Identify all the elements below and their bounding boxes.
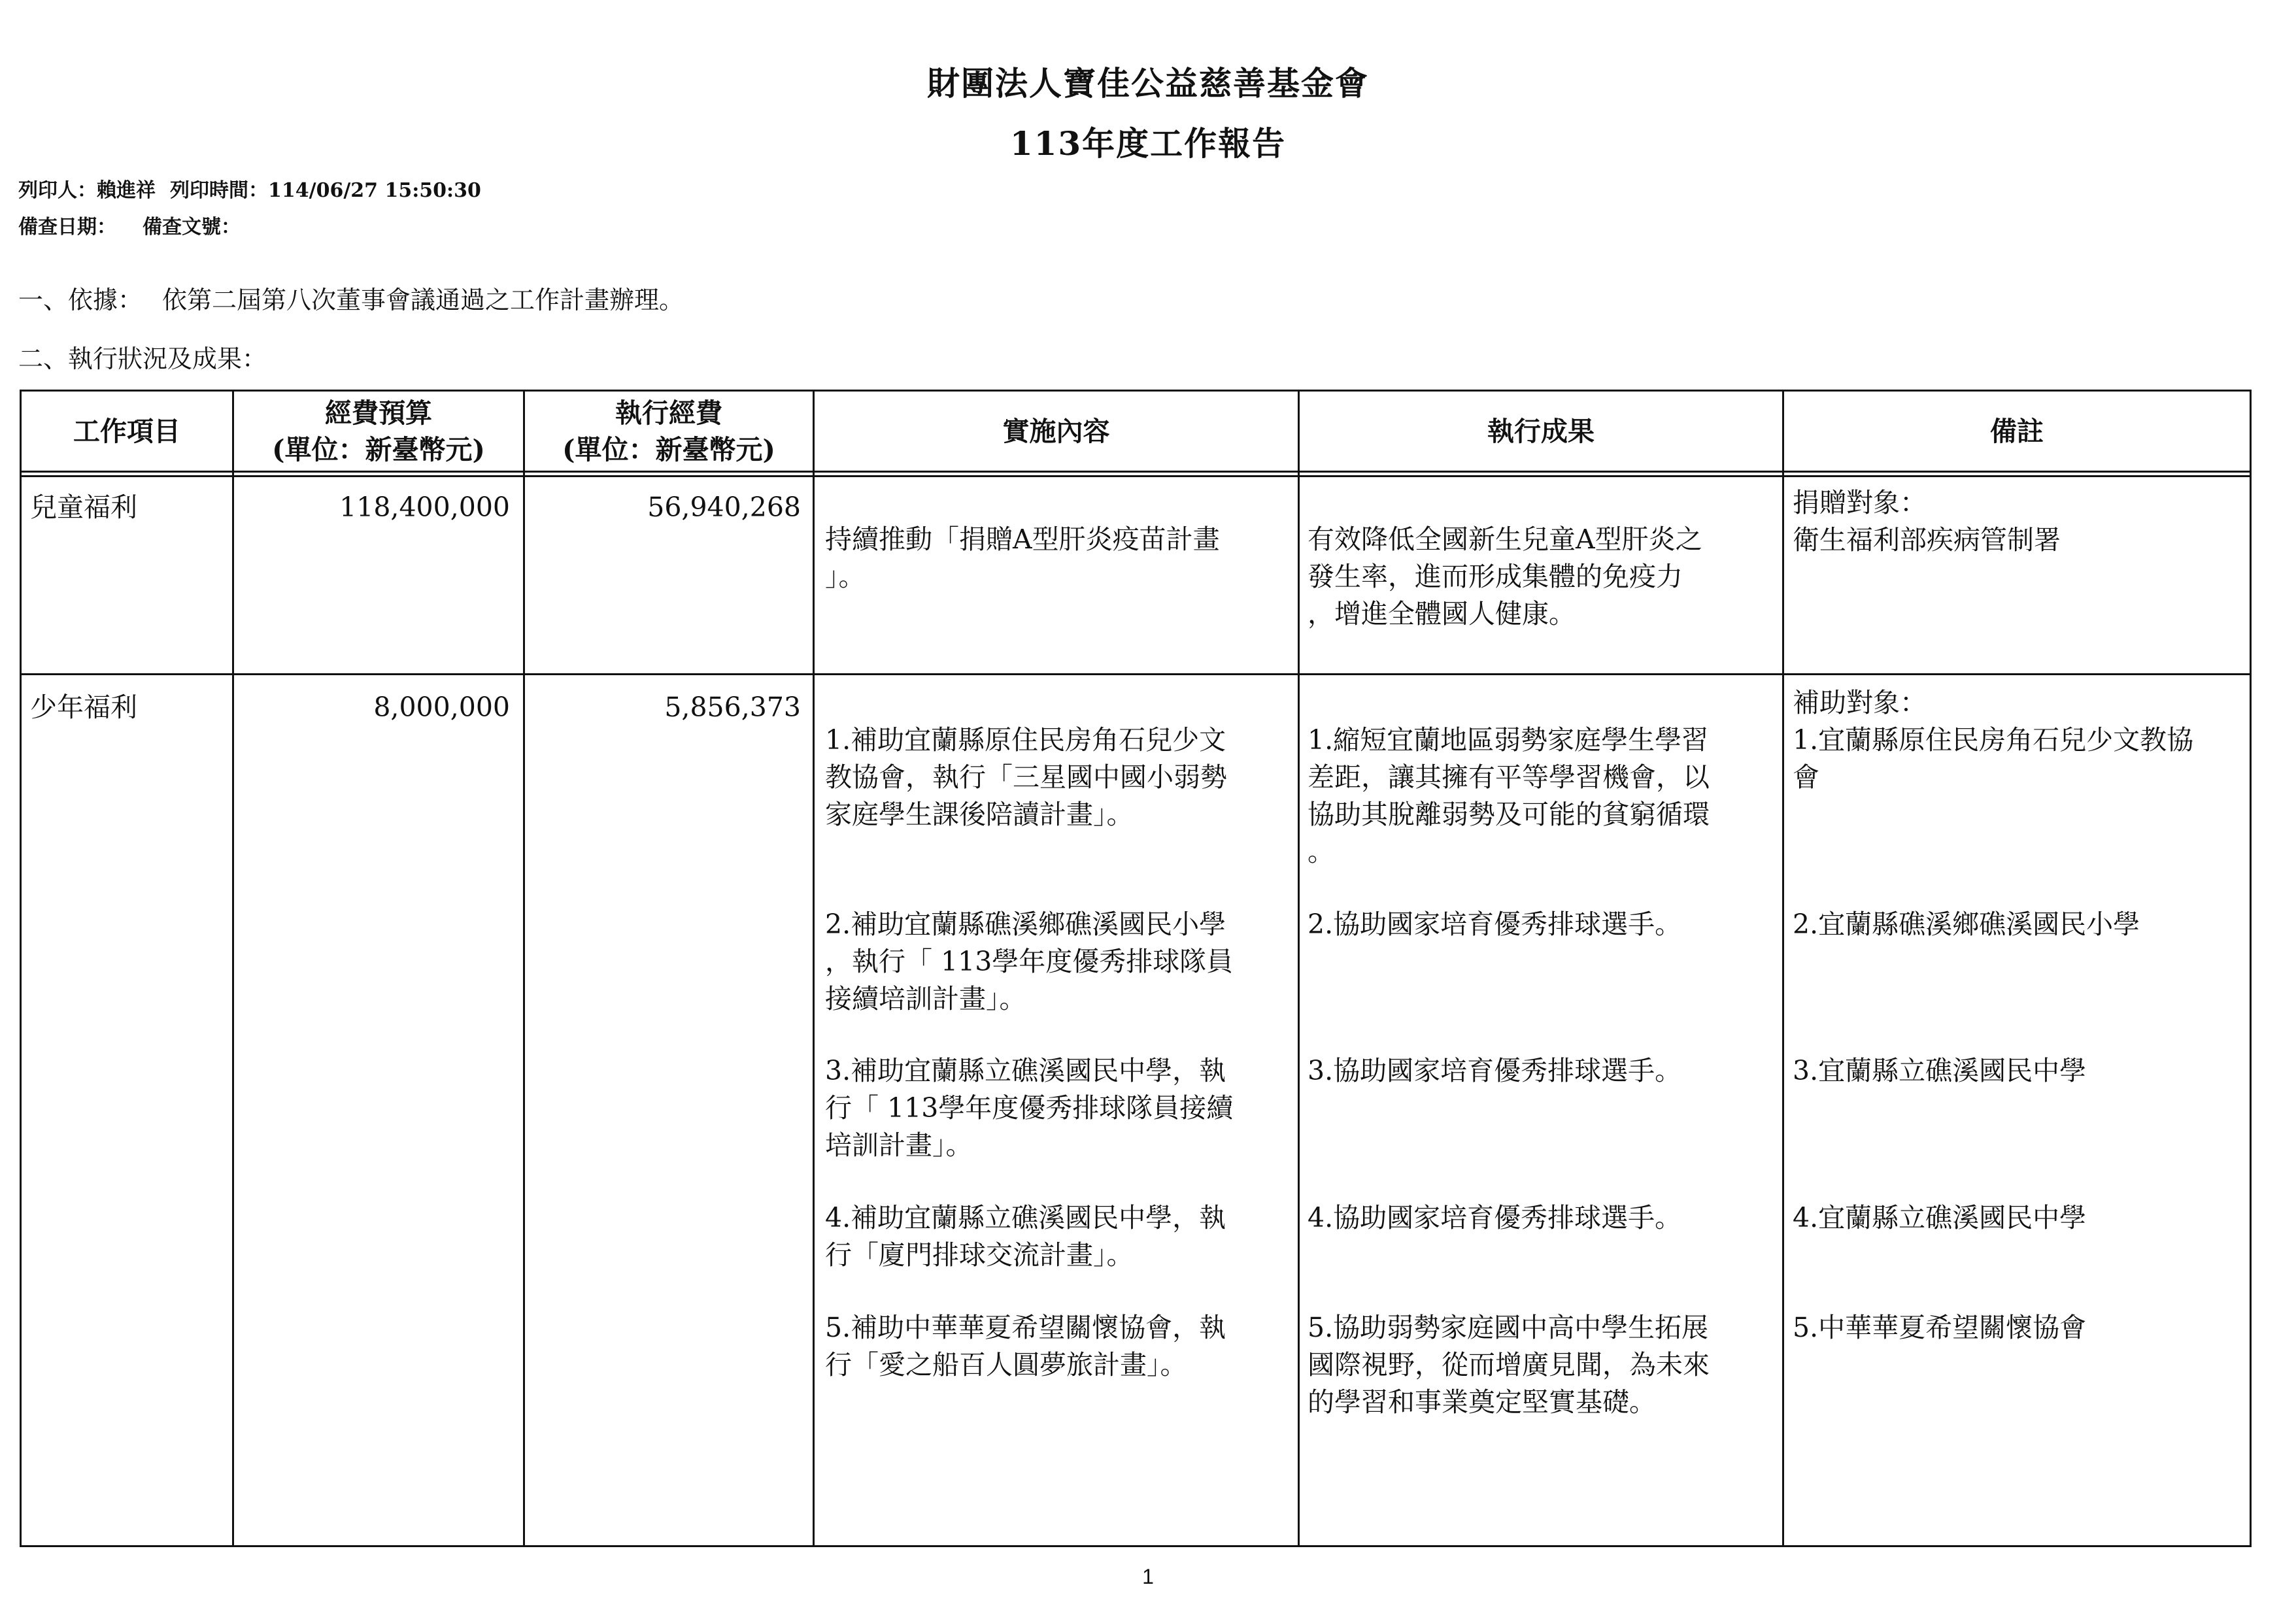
row-content: 持續推動「捐贈A型肝炎疫苗計畫 」。 xyxy=(825,524,1220,592)
col-line-2 xyxy=(523,390,525,1547)
status-section-label: 二、執行狀況及成果： xyxy=(18,344,267,373)
row-item: 少年福利 xyxy=(30,692,137,723)
entry-remark: 5.中華華夏希望關懷協會 xyxy=(1793,1312,2087,1343)
col-line-1 xyxy=(232,390,234,1547)
entry-content: 5.補助中華華夏希望關懷協會，執 行「愛之船百人圓夢旅計畫」。 xyxy=(825,1312,1226,1380)
entry-result: 5.協助弱勢家庭國中高中學生拓展 國際視野，從而增廣見聞，為未來 的學習和事業奠定堅實基礎。 xyxy=(1308,1312,1710,1418)
row-divider xyxy=(20,673,2252,675)
header-budget xyxy=(234,392,523,471)
row-budget: 8,000,000 xyxy=(373,692,510,723)
row-item: 兒童福利 xyxy=(30,492,137,523)
col-line-6 xyxy=(2250,390,2252,1547)
print-info xyxy=(18,174,481,203)
table-border-bottom xyxy=(20,1545,2252,1547)
entry-remark: 2.宜蘭縣礁溪鄉礁溪國民小學 xyxy=(1793,909,2140,940)
basis-section xyxy=(18,280,684,316)
entry-result: 2.協助國家培育優秀排球選手。 xyxy=(1308,909,1682,940)
entry-remark: 1.宜蘭縣原住民房角石兒少文教協 會 xyxy=(1793,724,2194,793)
header-spent-unit: (單位：新臺幣元) xyxy=(562,433,775,465)
printer-label: 列印人：賴進祥 xyxy=(18,179,156,202)
row-spent: 5,856,373 xyxy=(664,692,801,723)
entry-remark: 3.宜蘭縣立礁溪國民中學 xyxy=(1793,1055,2087,1086)
record-info xyxy=(18,210,241,239)
header-divider-double xyxy=(20,475,2252,477)
basis-label: 一、依據： xyxy=(18,286,143,314)
header-remark: 備註 xyxy=(1990,415,2044,447)
entry-content: 3.補助宜蘭縣立礁溪國民中學，執 行「 113學年度優秀排球隊員接續 培訓計畫」。 xyxy=(825,1055,1234,1161)
header-divider xyxy=(20,471,2252,473)
row-result: 有效降低全國新生兒童A型肝炎之 發生率，進而形成集體的免疫力 ，增進全體國人健康。 xyxy=(1308,524,1702,629)
col-line-3 xyxy=(813,390,815,1547)
header-spent xyxy=(525,392,813,471)
row-remark-head: 補助對象： xyxy=(1793,687,1927,718)
entry-content: 2.補助宜蘭縣礁溪鄉礁溪國民小學 ，執行「 113學年度優秀排球隊員 接續培訓計畫」。 xyxy=(825,909,1234,1014)
record-no-label: 備查文號： xyxy=(143,216,241,239)
record-date-label: 備查日期： xyxy=(18,216,116,239)
entry-result: 1.縮短宜蘭地區弱勢家庭學生學習 差距，讓其擁有平等學習機會，以 協助其脫離弱勢及可能的貧窮循環 。 xyxy=(1308,724,1710,867)
col-line-0 xyxy=(20,390,22,1547)
basis-text: 依第二屆第八次董事會議通過之工作計畫辦理。 xyxy=(162,286,684,314)
header-budget-title: 經費預算 xyxy=(325,397,432,429)
row-spent: 56,940,268 xyxy=(647,492,801,523)
row-budget: 118,400,000 xyxy=(339,492,510,523)
entry-content: 4.補助宜蘭縣立礁溪國民中學，執 行「廈門排球交流計畫」。 xyxy=(825,1202,1226,1271)
header-item: 工作項目 xyxy=(73,415,180,447)
col-line-4 xyxy=(1298,390,1300,1547)
entry-remark: 4.宜蘭縣立礁溪國民中學 xyxy=(1793,1202,2087,1233)
entry-content: 1.補助宜蘭縣原住民房角石兒少文 教協會，執行「三星國中國小弱勢 家庭學生課後陪讀計畫」。 xyxy=(825,724,1227,830)
entry-result: 3.協助國家培育優秀排球選手。 xyxy=(1308,1055,1682,1086)
page-title: 財團法人寶佳公益慈善基金會 xyxy=(927,64,1369,103)
page-number: 1 xyxy=(1142,1565,1154,1588)
print-time-label: 列印時間：114/06/27 15:50:30 xyxy=(170,179,481,202)
row-remark: 捐贈對象： 衛生福利部疾病管制署 xyxy=(1793,487,2061,556)
header-result: 執行成果 xyxy=(1487,415,1595,447)
entry-result: 4.協助國家培育優秀排球選手。 xyxy=(1308,1202,1682,1233)
header-content: 實施內容 xyxy=(1002,415,1110,447)
header-spent-title: 執行經費 xyxy=(615,397,722,429)
header-budget-unit: (單位：新臺幣元) xyxy=(272,433,485,465)
col-line-5 xyxy=(1782,390,1784,1547)
report-subtitle: 113年度工作報告 xyxy=(1009,124,1287,163)
